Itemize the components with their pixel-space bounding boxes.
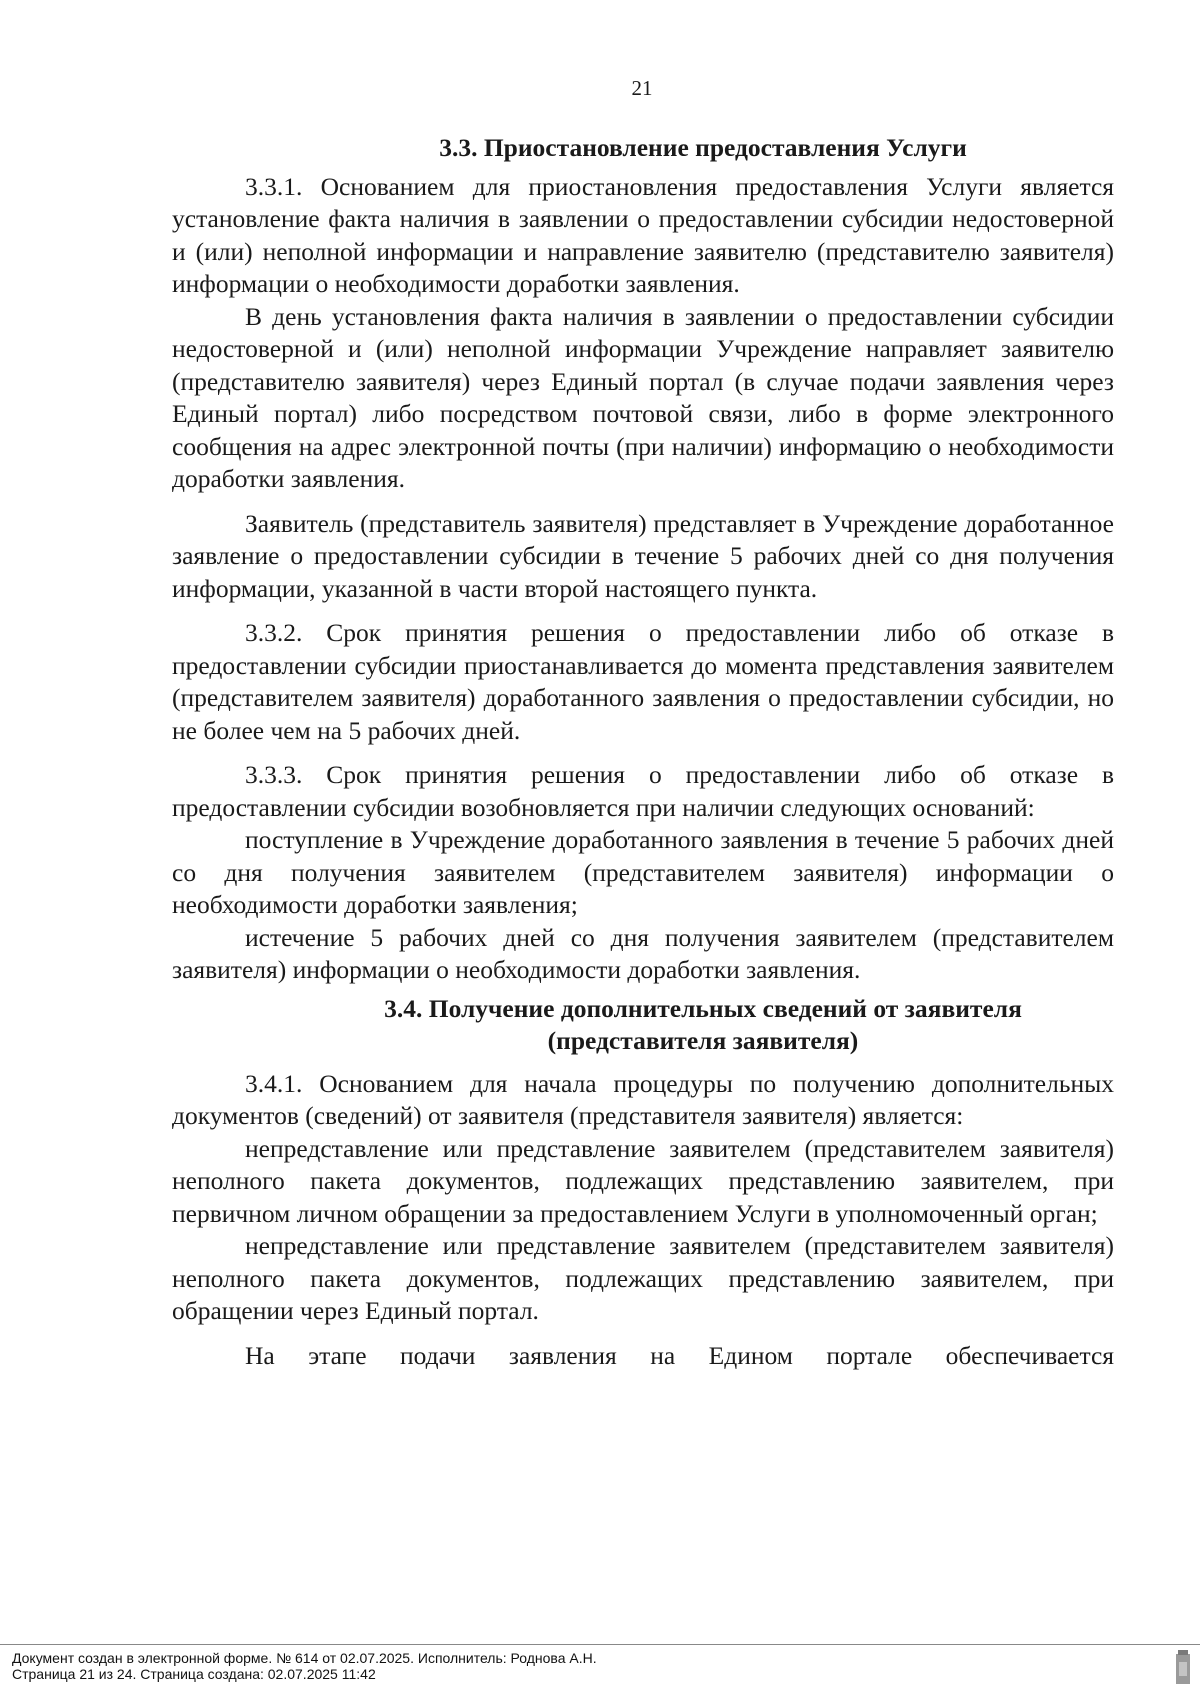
list-item: истечение 5 рабочих дней со дня получения заявителем (представителем заявителя) информации о необходимости доработки заявления. — [172, 922, 1114, 984]
section-heading-3-3: 3.3. Приостановление предоставления Услуги — [439, 133, 967, 162]
list-item: непредставление или представление заявителем (представителем заявителя) неполного пакета документов, подлежащих представлению заявителем, при обращении через Единый портал. — [172, 1231, 1114, 1325]
paragraph: На этапе подачи заявления на Едином портале обеспечивается — [245, 1340, 1114, 1370]
document-body — [172, 132, 1114, 1372]
paragraph: Заявитель (представитель заявителя) представляет в Учреждение доработанное заявление о предоставлении субсидии в течение 5 рабочих дней со дня получения информации, указанной в части второй настоящего пункта. — [172, 508, 1114, 603]
footer-line1: Документ создан в электронной форме. № 614 от 02.07.2025. Исполнитель: Роднова А.Н. — [12, 1650, 597, 1666]
page-number: 21 — [631, 76, 653, 100]
paragraph-3-3-3: 3.3.3. Срок принятия решения о предоставлении либо об отказе в предоставлении субсидии возобновляется при наличии следующих оснований: — [172, 760, 1114, 822]
section-heading-3-4 — [172, 993, 1114, 1058]
paragraph-3-3-2: 3.3.2. Срок принятия решения о предоставлении либо об отказе в предоставлении субсидии приостанавливается до момента представления заявителем (представителем заявителя) доработанного заявления о предоставлении субсидии, но не более чем на 5 рабочих дней. — [172, 618, 1114, 745]
footer-line2: Страница 21 из 24. Страница создана: 02.07.2025 11:42 — [12, 1666, 376, 1682]
paragraph-3-3-1: 3.3.1. Основанием для приостановления предоставления Услуги является установление факта наличия в заявлении о предоставлении субсидии недостоверной и (или) неполной информации и направление заявителю (представителю заявителя) информации о необходимости доработки заявления. — [172, 171, 1114, 298]
emblem-icon — [1174, 1650, 1192, 1686]
section-heading-3-4-line1: 3.4. Получение дополнительных сведений от заявителя — [384, 993, 1022, 1023]
list-item: поступление в Учреждение доработанного заявления в течение 5 рабочих дней со дня получения заявителем (представителем заявителя) информации о необходимости доработки заявления; — [172, 825, 1114, 919]
paragraph: В день установления факта наличия в заявлении о предоставлении субсидии недостоверной и (или) неполной информации Учреждение направляет заявителю (представителю заявителя) через Единый портал (в случае подачи заявления через Единый портал) либо посредством почтовой связи, либо в форме электронного сообщения на адрес электронной почты (при наличии) информацию о необходимости доработки заявления. — [172, 301, 1114, 493]
section-heading-3-4-line2: (представителя заявителя) — [547, 1026, 859, 1055]
footer — [12, 1650, 597, 1682]
footer-divider — [0, 1644, 1200, 1645]
paragraph-3-4-1: 3.4.1. Основанием для начала процедуры по получению дополнительных документов (сведений) от заявителя (представителя заявителя) является: — [172, 1068, 1114, 1130]
list-item: непредставление или представление заявителем (представителем заявителя) неполного пакета документов, подлежащих представлению заявителем, при первичном личном обращении за предоставлением Услуги в уполномоченный орган; — [172, 1133, 1114, 1228]
